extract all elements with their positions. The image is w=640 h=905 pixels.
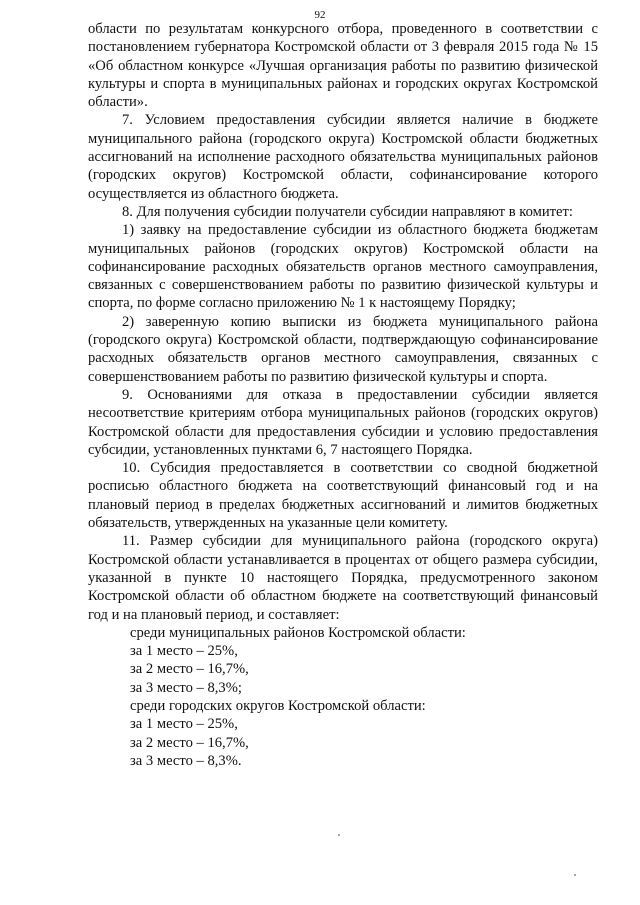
paragraph-10: 10. Субсидия предоставляется в соответствии со сводной бюджетной росписью областного бюджета на соответствующий финансовый год и на плановый период в пределах бюджетных ассигнований и лимитов бюджетных обязательств, утвержденных на указанные цели комитету. [88, 460, 598, 532]
paragraph-8-item-1: 1) заявку на предоставление субсидии из областного бюджета бюджетам муниципальных районов (городских округов) Костромской области на софинансирование расходных обязательств органов местного самоуправления, связанных с совершенствованием работы по развитию физической культуры и спорта, по форме согласно приложению № 1 к настоящему Порядку; [88, 222, 598, 312]
urban-heading: среди городских округов Костромской области: [130, 697, 426, 714]
paragraph-7: 7. Условием предоставления субсидии является наличие в бюджете муниципального района (городского округа) Костромской области бюджетных ассигнований на исполнение расходного обязательства муниципальных районов (городских округов) Костромской области, софинансирование которого осуществляется из областного бюджета. [88, 112, 598, 202]
paragraph-9: 9. Основаниями для отказа в предоставлении субсидии является несоответствие критериям отбора муниципальных районов (городских округов) Костромской области для предоставления субсидии и условию предоставления субсидии, установленных пунктами 6, 7 настоящего Порядка. [88, 386, 598, 458]
urban-place-1: за 1 место – 25%, [130, 716, 238, 733]
paragraph-11: 11. Размер субсидии для муниципального района (городского округа) Костромской области устанавливается в процентах от общего размера субсидии, указанной в пункте 10 настоящего Порядка, предусмотренного законом Костромской области об областном бюджете на соответствующий финансовый год и на плановый период, и составляет: [88, 533, 598, 623]
paragraph-8-item-2: 2) заверенную копию выписки из бюджета муниципального района (городского округа) Костромской области, подтверждающую софинансирование расходных обязательств органов местного самоуправления, связанных с совершенствованием работы по развитию физической культуры и спорта. [88, 313, 598, 385]
districts-heading: среди муниципальных районов Костромской области: [130, 624, 466, 641]
districts-place-2: за 2 место – 16,7%, [130, 661, 249, 678]
paragraph-continuation: области по результатам конкурсного отбора, проведенного в соответствии с постановлением губернатора Костромской области от 3 февраля 2015 года № 15 «Об областном конкурсе «Лучшая организация работы по развитию физической культуры и спорта в муниципальных районах и городских округах Костромской области». [88, 21, 598, 111]
districts-place-1: за 1 место – 25%, [130, 643, 238, 660]
urban-place-3: за 3 место – 8,3%. [130, 752, 242, 769]
paragraph-8: 8. Для получения субсидии получатели субсидии направляют в комитет: [122, 203, 573, 220]
urban-place-2: за 2 место – 16,7%, [130, 734, 249, 751]
districts-place-3: за 3 место – 8,3%; [130, 679, 242, 696]
scan-speck [574, 874, 576, 876]
scan-speck [338, 834, 340, 836]
document-body [88, 20, 598, 770]
page-number: 92 [314, 9, 326, 21]
